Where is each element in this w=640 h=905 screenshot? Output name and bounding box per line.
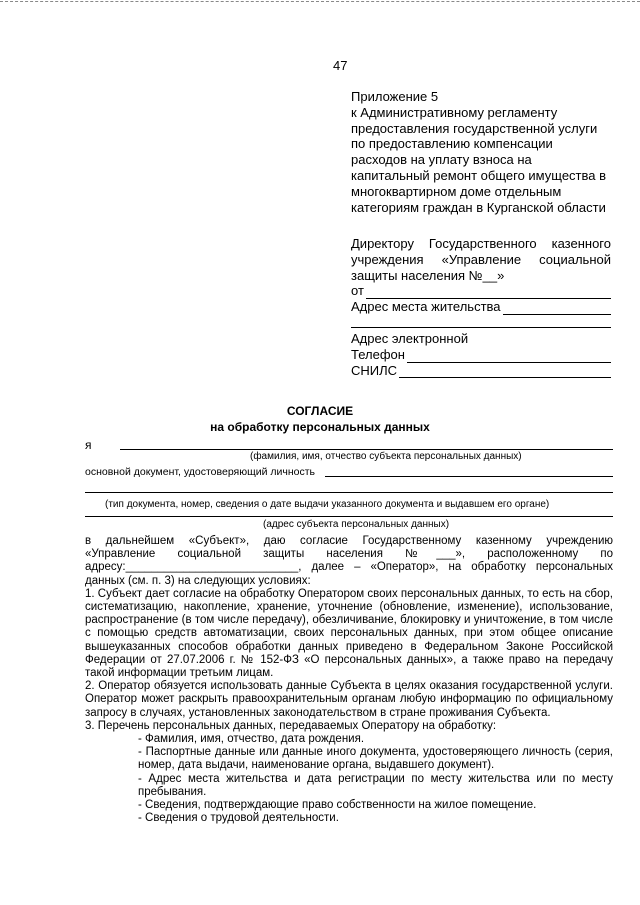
clause-2: 2. Оператор обязуется использовать данные Субъекта в целях оказания государственной услуги. Оператор может раскрыть правоохранительным органам любую информацию по официальному запросу в случаях, установленных законодательством в стране проживания Субъекта. (85, 680, 613, 719)
doc-details-blank[interactable] (85, 492, 613, 493)
addressee-line: учреждения «Управление социальной (351, 251, 611, 267)
residence-field[interactable] (351, 299, 611, 315)
intro-line: в дальнейшем «Субъект», даю согласие Государственному казенному учреждению (85, 535, 613, 547)
appendix-line: расходов на уплату взноса на (351, 152, 532, 168)
clause-1: 1. Субъект дает согласие на обработку Оператором своих персональных данных, то есть на сбор, систематизацию, накопление, хранение, уточнение (обновление, изменение), использование, распространение (в том числе передачу), обезличивание, блокировку и уничтожение, в том числе с помощью средств автоматизации, своих персональных данных, при этом общее описание вышеуказанных способов обработки данных приведено в Федеральном Законе Российской Федерации от 27.07.2006 г. № 152-ФЗ «О персональных данных», а также право на передачу такой информации третьим лицам. (85, 587, 614, 680)
doc-hint: (тип документа, номер, сведения о дате выдачи указанного документа и выдавшем его органе) (105, 499, 550, 510)
addressee-line: защиты населения №__» (351, 267, 505, 283)
page-top-edge (0, 0, 640, 2)
intro-line: «Управление социальной защиты населения №___», расположенному по (85, 548, 613, 561)
residence-extra-blank[interactable] (351, 316, 611, 328)
from-field[interactable] (351, 283, 611, 299)
i-label: я (85, 438, 92, 452)
appendix-line: капитальный ремонт общего имущества в (351, 167, 607, 183)
intro-line: данных (см. п. 3) на следующих условиях: (85, 574, 311, 587)
appendix-line: к Административному регламенту (351, 104, 558, 120)
appendix-header (351, 89, 606, 215)
doc-blank[interactable] (325, 476, 613, 477)
data-item: - Сведения о трудовой деятельности. (138, 812, 339, 825)
fio-blank[interactable] (120, 449, 613, 450)
data-item: - Адрес места жительства и дата регистрации по месту жительства или по месту пребывания. (138, 772, 613, 798)
from-label: от (351, 283, 364, 299)
clause-3: 3. Перечень персональных данных, передаваемых Оператору на обработку: (85, 719, 497, 732)
data-item: - Сведения, подтверждающие право собственности на жилое помещение. (138, 799, 537, 812)
snils-blank[interactable] (399, 366, 611, 378)
addressee-line: Директору Государственного казенного (351, 236, 611, 251)
data-item: - Паспортные данные или данные иного документа, удостоверяющего личность (серия, номер, дата выдачи, наименование органа, выдавшего документ). (138, 746, 613, 772)
appendix-line: многоквартирном доме отдельным (351, 183, 562, 199)
page-number: 47 (333, 58, 348, 73)
snils-field[interactable] (351, 363, 611, 379)
fio-hint: (фамилия, имя, отчество субъекта персональных данных) (250, 451, 522, 462)
doc-label: основной документ, удостоверяющий личность (85, 466, 316, 478)
consent-body (85, 535, 613, 825)
from-blank[interactable] (366, 287, 611, 299)
appendix-line: предоставления государственной услуги (351, 120, 598, 136)
document-subtitle: на обработку персональных данных (210, 420, 430, 434)
addressee-block (351, 236, 611, 378)
phone-blank[interactable] (407, 351, 611, 363)
residence-extra-field[interactable] (351, 315, 611, 328)
address-hint: (адрес субъекта персональных данных) (263, 519, 450, 530)
email-label: Адрес электронной (351, 330, 469, 346)
address-blank[interactable] (85, 516, 613, 517)
appendix-line: по предоставлению компенсации (351, 136, 553, 152)
snils-label: СНИЛС (351, 362, 398, 378)
intro-line: адресу:___________________________, далее – «Оператор», на обработку персональных (85, 561, 613, 574)
residence-label: Адрес места жительства (351, 299, 501, 315)
phone-label: Телефон (351, 346, 405, 362)
document-title: СОГЛАСИЕ (286, 404, 354, 418)
appendix-line: Приложение 5 (351, 89, 439, 104)
residence-blank[interactable] (503, 303, 611, 315)
phone-field[interactable] (351, 347, 611, 363)
appendix-line: категориям граждан в Курганской области (351, 199, 606, 215)
data-item: - Фамилия, имя, отчество, дата рождения. (138, 733, 365, 746)
